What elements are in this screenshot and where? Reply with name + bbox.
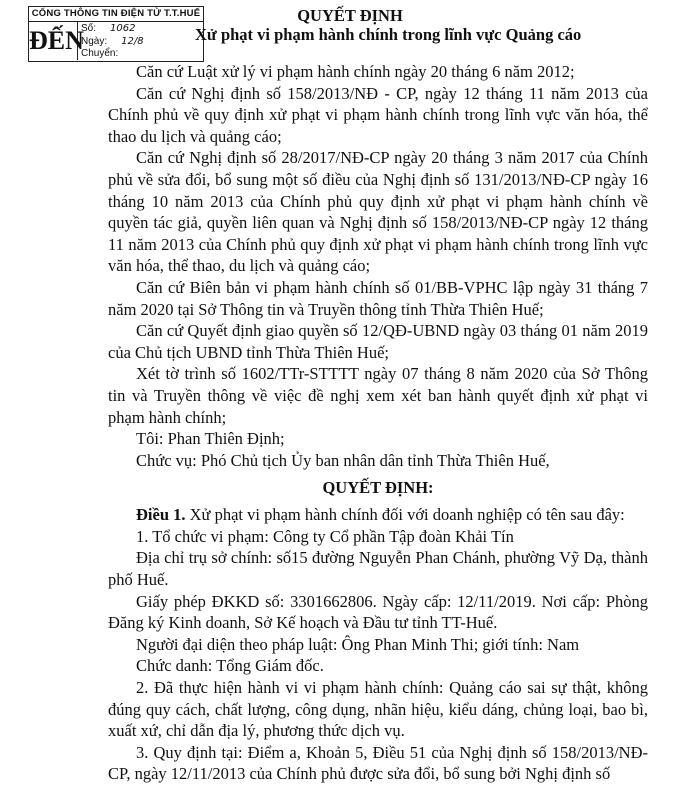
representative-title: Chức danh: Tổng Giám đốc. — [136, 656, 324, 676]
stamp-header: CỔNG THÔNG TIN ĐIỆN TỬ T.T.HUẾ — [29, 7, 203, 22]
decision-heading: QUYẾT ĐỊNH: — [322, 478, 434, 498]
stamp-ngay-value: 12/8 — [121, 36, 144, 47]
stamp-so-value: 1062 — [110, 23, 136, 34]
legal-basis: 3. Quy định tại: Điểm a, Khoản 5, Điều 51 của Nghị định số 158/2013/NĐ-CP, ngày 12/11/2013 của Chính phủ được sửa đổi, bổ sung bởi Nghị định số — [108, 742, 648, 784]
article-1 — [108, 504, 648, 526]
stamp-ngay-row — [81, 36, 144, 48]
violator-name: 1. Tổ chức vi phạm: Công ty Cổ phần Tập đoàn Khải Tín — [136, 526, 514, 546]
stamp-ngay-label: Ngày: — [81, 36, 108, 47]
basis-paragraph: Căn cứ Nghị định số 158/2013/NĐ - CP, ngày 12 tháng 11 năm 2013 của Chính phủ về quy định xử phạt vi phạm hành chính trong lĩnh vực văn hóa, thể thao du lịch và quảng cáo; — [108, 83, 648, 146]
stamp-so-label: Số: — [81, 23, 97, 34]
signer-position: Chức vụ: Phó Chủ tịch Ủy ban nhân dân tỉnh Thừa Thiên Huế, — [136, 450, 550, 470]
document-title: QUYẾT ĐỊNH — [297, 6, 403, 25]
violation-description: 2. Đã thực hiện hành vi vi phạm hành chính: Quảng cáo sai sự thật, không đúng quy cách, chất lượng, công dụng, nhãn hiệu, kiểu dáng, chủng loại, bao bì, xuất xứ, chỉ dẫn địa lý, phương thức dịch vụ. — [108, 678, 648, 741]
article-1-text: Xử phạt vi phạm hành chính đối với doanh nghiệp có tên sau đây: — [185, 505, 625, 525]
business-license: Giấy phép ĐKKD số: 3301662806. Ngày cấp: 12/11/2019. Nơi cấp: Phòng Đăng ký Kinh doanh, Sở Kế hoạch và Đầu tư tỉnh TT-Huế. — [108, 591, 648, 633]
basis-paragraph: Xét tờ trình số 1602/TTr-STTTT ngày 07 tháng 8 năm 2020 của Sở Thông tin và Truyền thông về việc đề nghị xem xét ban hành quyết định xử phạt vi phạm hành chính; — [108, 364, 648, 427]
document-subtitle: Xử phạt vi phạm hành chính trong lĩnh vực Quảng cáo — [195, 25, 582, 44]
basis-paragraph: Căn cứ Quyết định giao quyền số 12/QĐ-UBND ngày 03 tháng 01 năm 2019 của Chủ tịch UBND tỉnh Thừa Thiên Huế; — [108, 321, 648, 362]
document-body — [108, 61, 648, 785]
signer-name: Tôi: Phan Thiên Định; — [136, 429, 285, 449]
basis-paragraph: Căn cứ Luật xử lý vi phạm hành chính ngày 20 tháng 6 năm 2012; — [136, 62, 575, 81]
basis-paragraph: Căn cứ Nghị định số 28/2017/NĐ-CP ngày 20 tháng 3 năm 2017 của Chính phủ về sửa đổi, bổ sung một số điều của Nghị định số 131/2013/NĐ-CP ngày 16 tháng 10 năm 2013 của Chính phủ quy định xử phạt vi phạm hành chính về quyền tác giả, quyền liên quan và Nghị định số 158/2013/NĐ-CP ngày 12 tháng 11 năm 2013 của Chính phủ quy định xử phạt vi phạm hành chính trong lĩnh vực văn hóa, thể thao, du lịch và quảng cáo; — [108, 148, 648, 276]
article-1-lead: Điều 1. — [136, 505, 186, 525]
violator-address: Địa chỉ trụ sở chính: số15 đường Nguyễn Phan Chánh, phường Vỹ Dạ, thành phố Huế. — [108, 548, 648, 590]
stamp-chuyen-row — [81, 48, 118, 60]
legal-representative: Người đại diện theo pháp luật: Ông Phan Minh Thi; giới tính: Nam — [136, 634, 580, 654]
basis-paragraph: Căn cứ Biên bản vi phạm hành chính số 01/BB-VPHC lập ngày 31 tháng 7 năm 2020 tại Sở Thông tin và Truyền thông tỉnh Thừa Thiên Huế; — [108, 277, 648, 319]
stamp-den-label: ĐẾN — [29, 21, 78, 60]
stamp-chuyen-label: Chuyển: — [81, 48, 119, 59]
